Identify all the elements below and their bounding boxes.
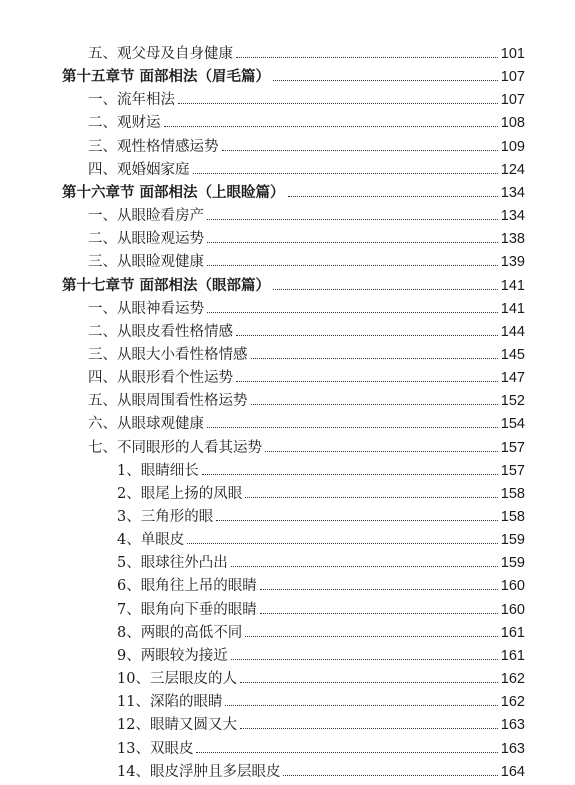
- toc-entry: [117, 550, 525, 572]
- dot-leader: [240, 682, 498, 683]
- toc-entry-title: 10、三层眼皮的人: [117, 671, 237, 688]
- toc-page-number: 163: [500, 717, 525, 734]
- toc-entry: [117, 573, 525, 595]
- toc-page-number: 145: [500, 346, 525, 363]
- toc-entry-title: 一、从眼神看运势: [88, 300, 204, 317]
- toc-entry: [88, 319, 525, 341]
- dot-leader: [207, 427, 498, 428]
- dot-leader: [260, 589, 498, 590]
- toc-page-number: 139: [500, 254, 525, 271]
- toc-entry-title: 四、观婚姻家庭: [88, 161, 190, 178]
- toc-entry: [117, 643, 525, 665]
- toc-entry-title: 二、观财运: [88, 115, 161, 132]
- dot-leader: [207, 265, 498, 266]
- toc-entry: [117, 689, 525, 711]
- toc-entry: [117, 527, 525, 549]
- toc-entry: [117, 458, 525, 480]
- dot-leader: [202, 474, 498, 475]
- toc-entry: [88, 110, 525, 132]
- dot-leader: [207, 242, 498, 243]
- toc-page-number: 108: [500, 115, 525, 132]
- toc-entry: [88, 342, 525, 364]
- dot-leader: [231, 566, 498, 567]
- toc-entry: [88, 203, 525, 225]
- dot-leader: [225, 705, 497, 706]
- toc-entry-title: 1、眼睛细长: [117, 462, 199, 479]
- toc-entry-title: 8、两眼的高低不同: [117, 624, 243, 641]
- toc-entry: [88, 157, 525, 179]
- dot-leader: [236, 57, 498, 58]
- dot-leader: [207, 219, 498, 220]
- dot-leader: [245, 497, 498, 498]
- toc-entry: [117, 736, 525, 758]
- toc-page-number: 162: [500, 694, 525, 711]
- toc-page-number: 162: [500, 671, 525, 688]
- toc-page-number: 152: [500, 393, 525, 410]
- toc-entry-title: 12、眼睛又圆又大: [117, 717, 237, 734]
- toc-entry: [117, 597, 525, 619]
- toc-page-number: 160: [500, 601, 525, 618]
- toc-entry-title: 五、观父母及自身健康: [88, 46, 233, 62]
- toc-entry: [88, 87, 525, 109]
- toc-entry-title: 三、观性格情感运势: [88, 138, 219, 155]
- toc-entry-title: 七、不同眼形的人看其运势: [88, 439, 262, 456]
- toc-entry: [117, 666, 525, 688]
- toc-entry-title: 二、从眼皮看性格情感: [88, 323, 233, 340]
- toc-entry-title: 7、眼角向下垂的眼睛: [117, 601, 257, 618]
- toc-entry: [88, 411, 525, 433]
- dot-leader: [231, 659, 498, 660]
- toc-page-number: 147: [500, 370, 525, 387]
- toc-page-number: 124: [500, 161, 525, 178]
- toc-entry-title: 13、双眼皮: [117, 740, 194, 757]
- toc-entry-title: 一、从眼睑看房产: [88, 208, 204, 225]
- toc-entry-title: 6、眼角往上吊的眼睛: [117, 578, 257, 595]
- toc-entry-title: 2、眼尾上扬的凤眼: [117, 485, 243, 502]
- toc-entry-title: 3、三角形的眼: [117, 509, 214, 525]
- toc-entry: [88, 365, 525, 387]
- toc-entry-title: 二、从眼睑观运势: [88, 231, 204, 248]
- toc-page-number: 161: [500, 647, 525, 664]
- toc-entry-title: 五、从眼周围看性格运势: [88, 393, 248, 410]
- dot-leader: [207, 312, 498, 313]
- dot-leader: [245, 636, 498, 637]
- toc-page-number: 159: [500, 555, 525, 572]
- dot-leader: [251, 358, 498, 359]
- toc-entry: [117, 759, 525, 781]
- toc-page-number: 109: [500, 138, 525, 155]
- toc-page-number: 134: [500, 184, 525, 201]
- toc-entry-title: 第十七章节 面部相法（眼部篇）: [62, 277, 271, 294]
- dot-leader: [193, 173, 498, 174]
- toc-entry: [117, 504, 525, 526]
- dot-leader: [196, 752, 497, 753]
- dot-leader: [265, 451, 498, 452]
- dot-leader: [236, 381, 498, 382]
- toc-entry-title: 5、眼球往外凸出: [117, 555, 228, 572]
- toc-entry-title: 四、从眼形看个性运势: [88, 370, 233, 387]
- toc-page-number: 158: [500, 485, 525, 502]
- toc-entry: [88, 226, 525, 248]
- toc-entry-title: 9、两眼较为接近: [117, 647, 228, 664]
- dot-leader: [273, 80, 498, 81]
- dot-leader: [288, 196, 498, 197]
- toc-entry: [117, 712, 525, 734]
- toc-page-number: 107: [500, 92, 525, 109]
- toc-page-number: 138: [500, 231, 525, 248]
- toc-entry-title: 三、从眼睑观健康: [88, 254, 204, 271]
- toc-page-number: 141: [500, 277, 525, 294]
- toc-page-number: 101: [500, 46, 525, 62]
- toc-page-number: 154: [500, 416, 525, 433]
- dot-leader: [260, 613, 498, 614]
- toc-page-number: 157: [500, 439, 525, 456]
- toc-entry-title: 第十六章节 面部相法（上眼睑篇）: [62, 184, 285, 201]
- toc-page-number: 163: [500, 740, 525, 757]
- toc-page-number: 144: [500, 323, 525, 340]
- dot-leader: [164, 126, 498, 127]
- toc-page-number: 157: [500, 462, 525, 479]
- toc-page-number: 160: [500, 578, 525, 595]
- toc-entry: [88, 249, 525, 271]
- toc-entry: [88, 134, 525, 156]
- toc-page-number: 141: [500, 300, 525, 317]
- toc-entry-title: 11、深陷的眼睛: [117, 694, 223, 711]
- dot-leader: [236, 335, 498, 336]
- toc-entry-title: 一、流年相法: [88, 92, 175, 109]
- toc-page-number: 107: [500, 69, 525, 86]
- dot-leader: [222, 150, 498, 151]
- toc-entry: [62, 180, 525, 202]
- toc-page-number: 161: [500, 624, 525, 641]
- toc-entry: [62, 273, 525, 295]
- toc-entry: [117, 481, 525, 503]
- toc-page-number: 164: [500, 763, 525, 780]
- dot-leader: [251, 404, 498, 405]
- toc-entry: [88, 388, 525, 410]
- dot-leader: [178, 103, 498, 104]
- toc-entry-title: 六、从眼球观健康: [88, 416, 204, 433]
- toc-entry-title: 4、单眼皮: [117, 532, 185, 549]
- dot-leader: [273, 289, 498, 290]
- toc-entry: [117, 620, 525, 642]
- toc-entry: [88, 41, 525, 63]
- dot-leader: [216, 520, 498, 521]
- dot-leader: [283, 775, 497, 776]
- toc-entry: [88, 296, 525, 318]
- toc-entry-title: 三、从眼大小看性格情感: [88, 346, 248, 363]
- dot-leader: [187, 543, 498, 544]
- toc-entry-title: 第十五章节 面部相法（眉毛篇）: [62, 69, 271, 86]
- toc-page-number: 159: [500, 532, 525, 549]
- toc-entry: [62, 64, 525, 86]
- toc-page-number: 134: [500, 208, 525, 225]
- dot-leader: [240, 728, 498, 729]
- toc-entry: [88, 435, 525, 457]
- toc-entry-title: 14、眼皮浮肿且多层眼皮: [117, 763, 281, 780]
- toc-page-number: 158: [500, 509, 525, 525]
